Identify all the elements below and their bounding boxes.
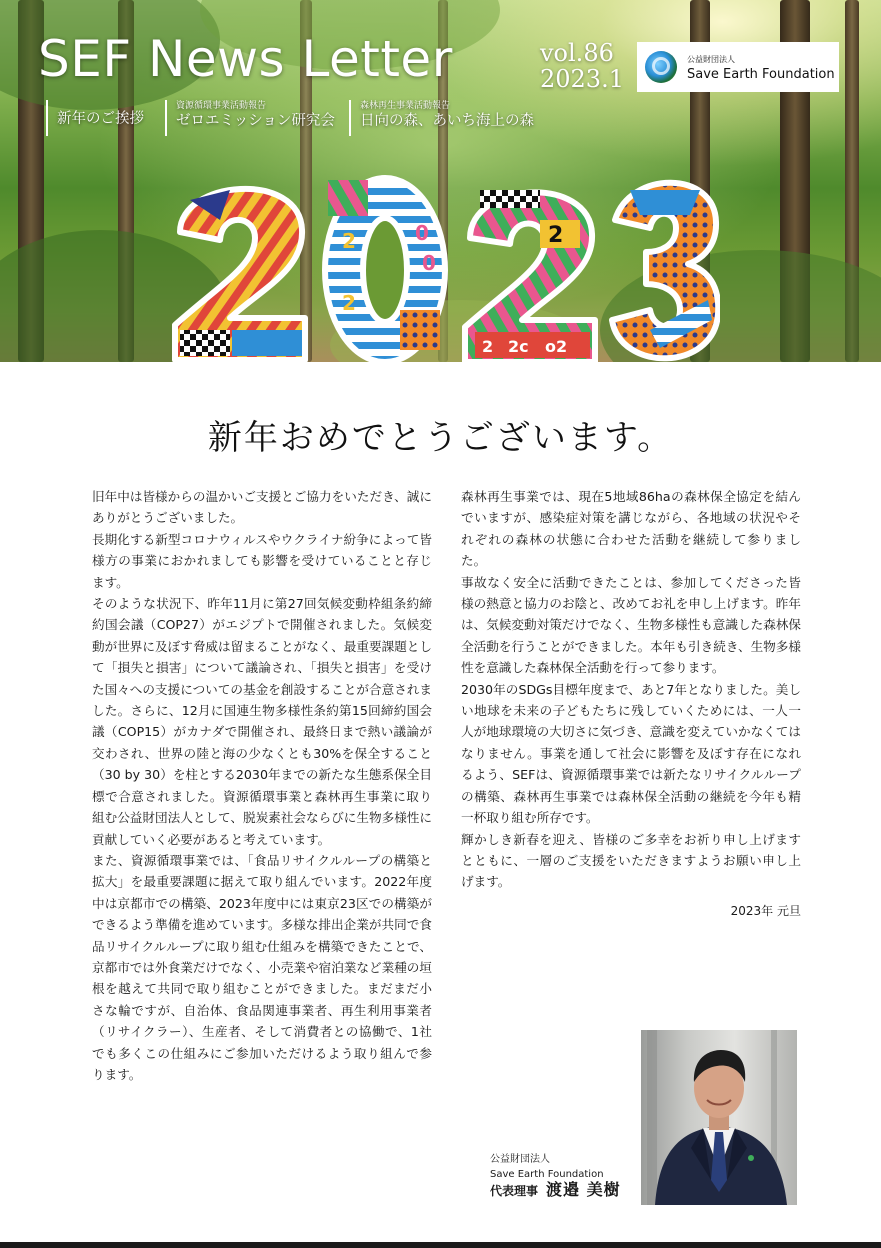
year-art-small-o2: o2: [545, 337, 568, 356]
signature-block: [490, 1152, 621, 1199]
paragraph: そのような状況下、昨年11月に第27回気候変動枠組条約締約国会議（COP27）がエジプトで開催されました。気候変動が世界に及ぼす脅威は留まることがなく、最重要課題として「損失と損害」について議論され、「損失と損害」を受けた国々への支援についての基金を創設することが合意されました。さらに、12月に国連生物多様性条約第15回締約国会議（COP15）がカナダで開催され、最終日まで熱い議論が交わされ、世界の陸と海の少なくとも30%を保全すること（30 by 30）を柱とする2030年までの新たな生態系保全目標で合意されました。資源循環事業と森林再生事業に取り組む公益財団法人として、脱炭素社会ならびに生物多様性に貢献していく必要があると考えています。: [92, 596, 432, 847]
paragraph: 旧年中は皆様からの温かいご支援とご協力をいただき、誠にありがとうございました。: [92, 489, 432, 526]
year-art-small-2c: 2c: [508, 337, 529, 356]
logo-subtitle: 公益財団法人: [687, 55, 735, 64]
signature-name: 渡邉 美樹: [546, 1180, 621, 1199]
digit-2-first: [175, 189, 305, 360]
paragraph: 2030年のSDGs目標年度まで、あと7年となりました。美しい地球を未来の子どもたちに残していくためには、一人一人が地球環境の大切さに気づき、意識を変えていかなくてはなりません。事業を通して社会に影響を及ぼす存在になれるよう、SEFは、資源循環事業では新たなリサイクルループの構築、森林再生事業では森林保全活動の継続を今年も精一杯取り組む所存です。: [461, 681, 802, 826]
digit-2-second: [465, 190, 595, 362]
paragraph: また、資源循環事業では、「食品リサイクルループの構築と拡大」を最重要課題に据えて取り組んでいます。2022年度中は京都市での構築、2023年度中には東京23区での構築ができるよう準備を進めています。多様な排出企業が共同で食品リサイクルループに取り組む仕組みを構築できたことで、京都市では外食業だけでなく、小売業や宿泊業など業種の垣根を越えて共同で取り組むことができました。まだまだ小さな輪ですが、自治体、食品関連事業者、再生利用事業者（リサイクラー）、生産者、そして消費者との協働で、1社でも多くこの仕組みにご参加いただけるよう取り組んで参ります。: [92, 852, 433, 1082]
newsletter-title: SEF News Letter: [38, 30, 453, 88]
portrait-illustration: [641, 1030, 797, 1205]
digit-3: [612, 183, 718, 359]
year-art-small-2: 2: [482, 337, 494, 356]
digit-0: [325, 178, 445, 362]
year-art-small-2: 2: [342, 291, 356, 315]
paragraph: 長期化する新型コロナウィルスやウクライナ紛争によって皆様方の事業におかれましても影響を受けていることと存じます。: [92, 531, 432, 590]
section-nav: [0, 100, 600, 138]
signature-org-en: Save Earth Foundation: [490, 1169, 604, 1180]
year-art-small-0: 0: [415, 221, 429, 245]
signature-org: 公益財団法人: [490, 1154, 550, 1165]
chairman-portrait: [641, 1030, 797, 1205]
paragraph: 事故なく安全に活動できたことは、参加してくださった皆様の熱意と協力のお陰と、改めてお礼を申し上げます。昨年は、気候変動対策だけでなく、生物多様性も意識した森林保全活動を行うことができました。本年も引き続き、生物多様性を意識した森林保全活動を行って参ります。: [461, 574, 801, 676]
paragraph: 森林再生事業では、現在5地域86haの森林保全協定を結んでいますが、感染症対策を講じながら、各地域の状況やそれぞれの森林の状態に合わせた活動を継続して参りました。: [461, 489, 802, 569]
nav-item-zero-emission[interactable]: 資源循環事業活動報告 ゼロエミッション研究会: [165, 100, 335, 136]
bottom-rule: [0, 1242, 881, 1248]
logo-name: Save Earth Foundation: [687, 67, 835, 82]
globe-icon: [645, 51, 677, 83]
letter-date: 2023年 元旦: [730, 903, 801, 918]
year-art-small-2: 2: [342, 229, 356, 253]
letter-column-left: [92, 486, 432, 1085]
paragraph: 輝かしき新春を迎え、皆様のご多幸をお祈り申し上げますとともに、一層のご支援をいただきますようお願い申し上げます。: [461, 831, 802, 890]
nav-item-forest[interactable]: 森林再生事業活動報告 日向の森、あいち海上の森: [349, 100, 534, 136]
header-banner: [0, 0, 881, 362]
nav-item-greeting[interactable]: 新年のご挨拶: [46, 100, 144, 136]
volume-number: vol.86: [540, 39, 614, 67]
year-art-small-2: 2: [548, 223, 564, 248]
new-year-heading: 新年おめでとうございます。: [207, 418, 674, 458]
year-2023-art: [160, 160, 720, 362]
letter-column-right: [461, 486, 801, 922]
year-art-small-0: 0: [422, 251, 436, 275]
signature-role: 代表理事: [490, 1184, 539, 1198]
foundation-logo: [637, 42, 839, 92]
issue-info: [540, 40, 624, 92]
issue-date: 2023.1: [540, 65, 624, 93]
